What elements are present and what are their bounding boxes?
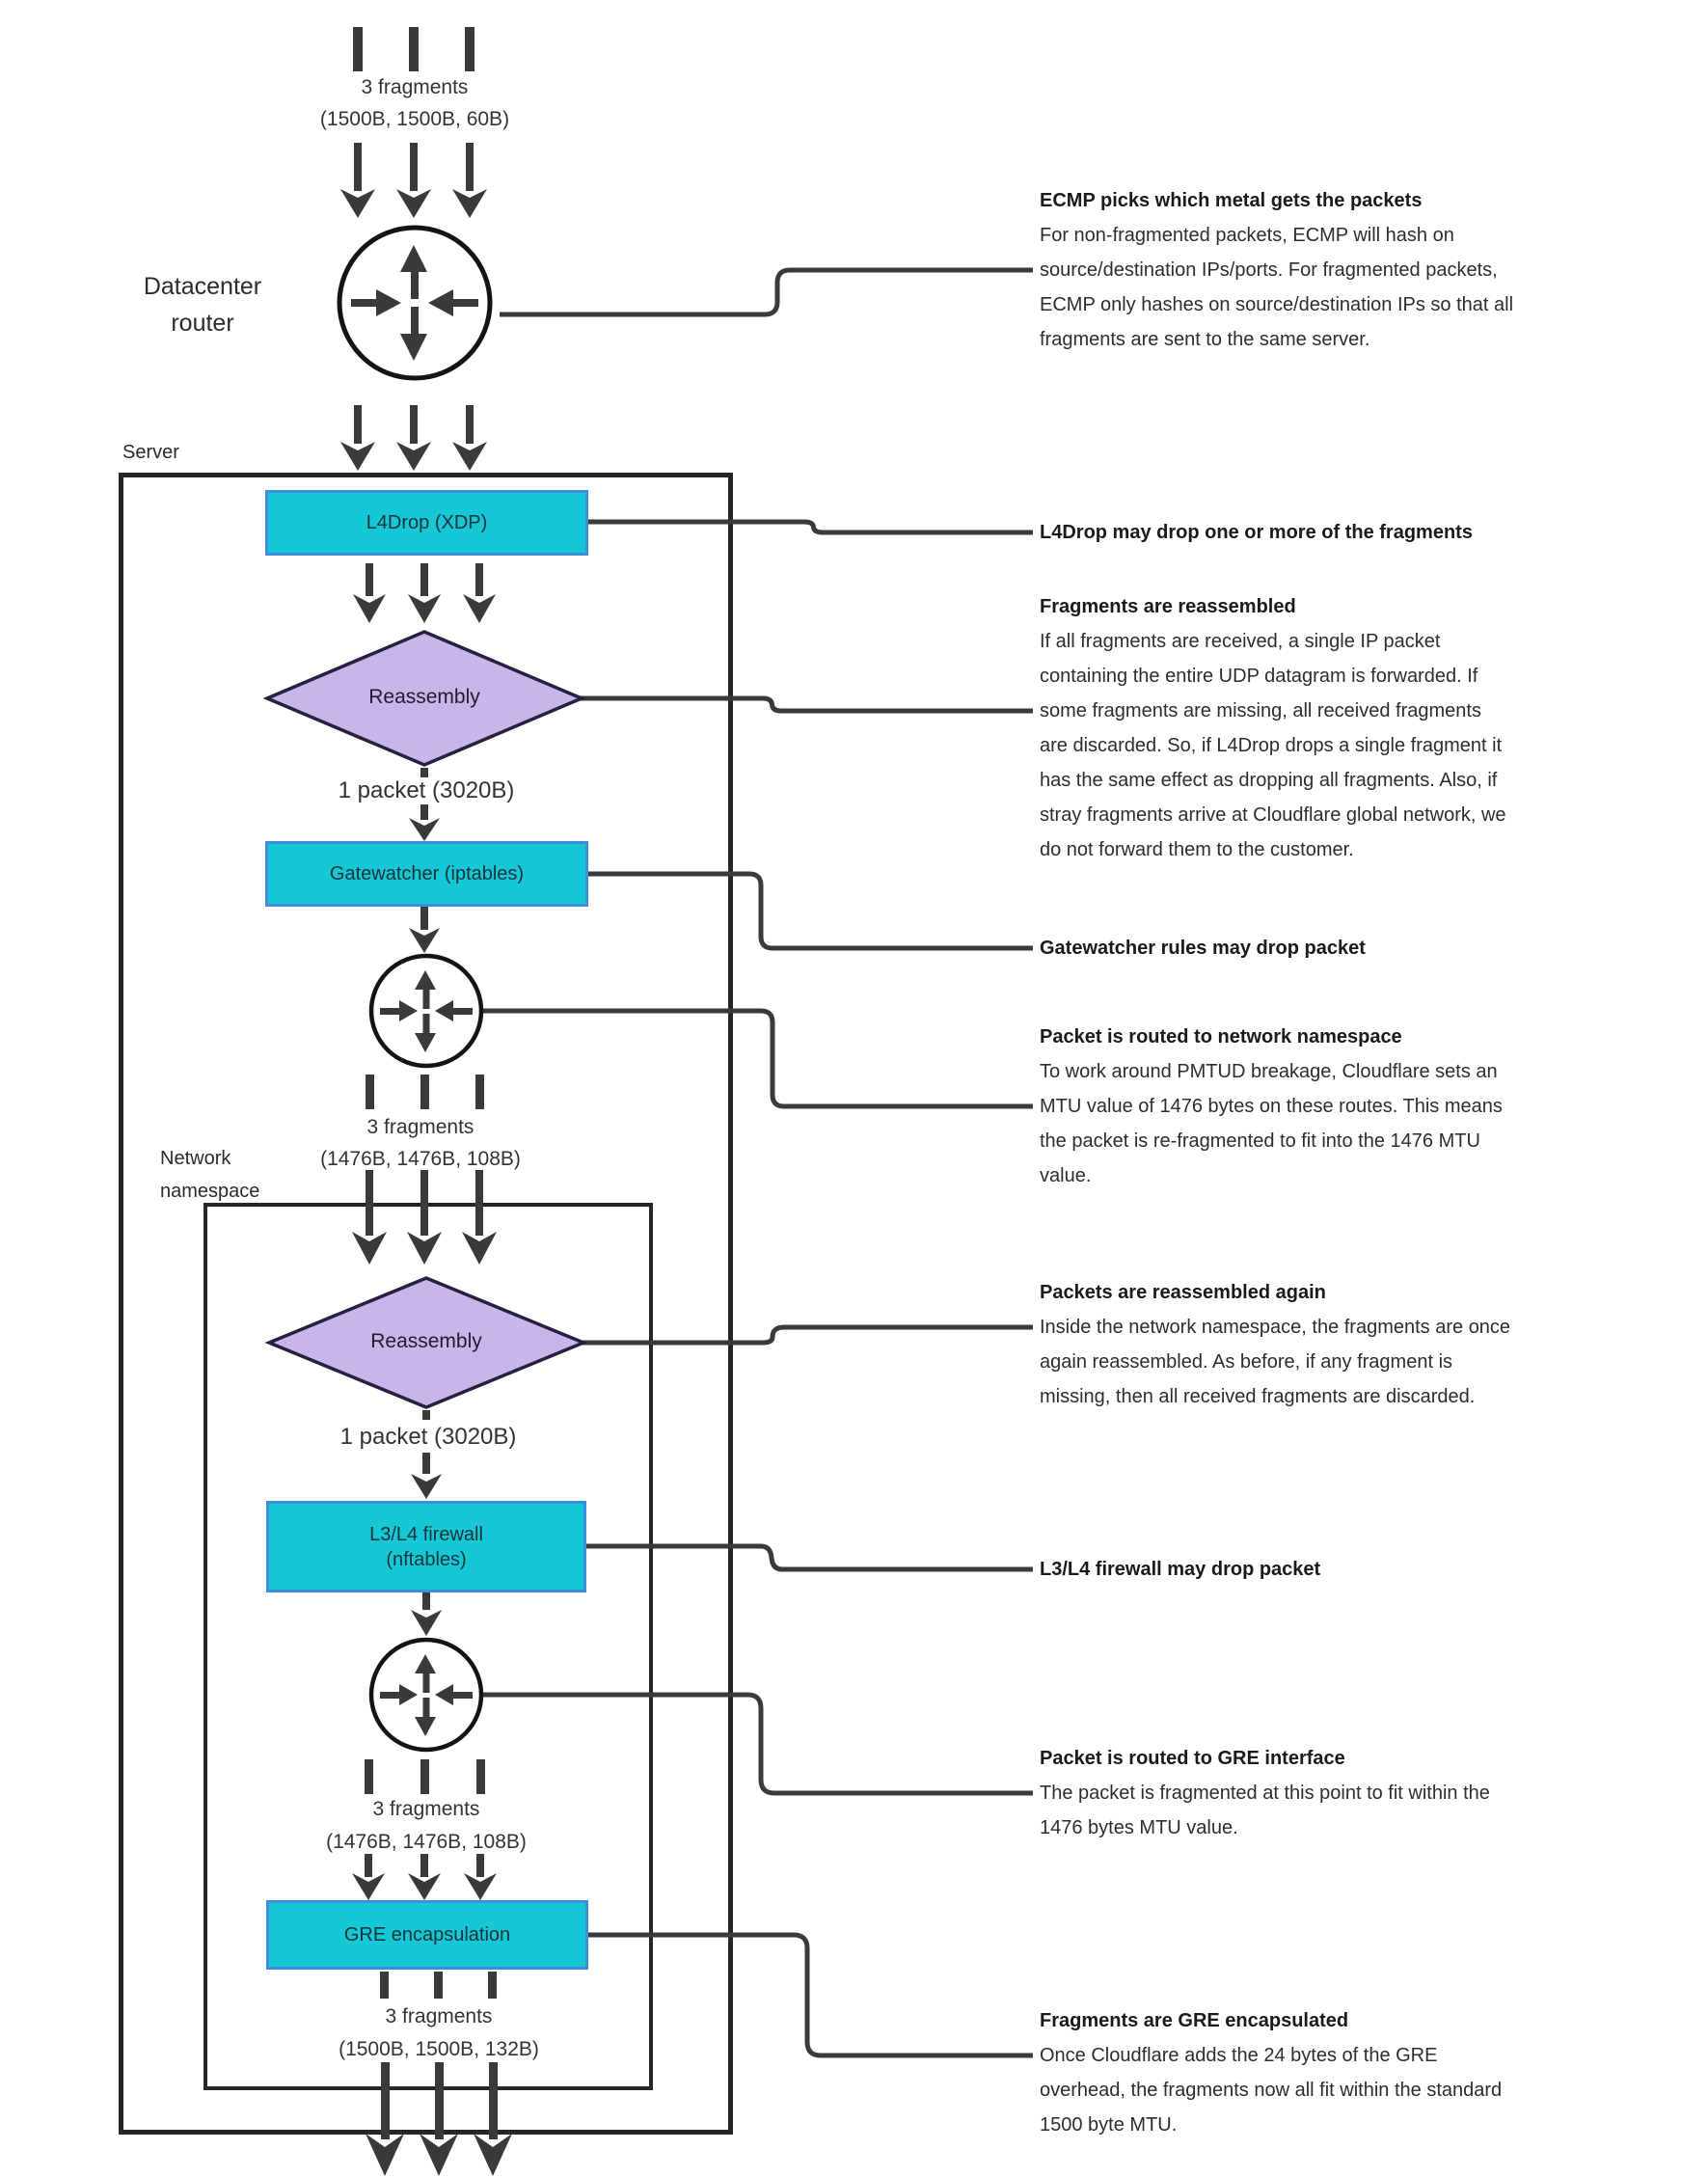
down-arrow-icon <box>409 804 440 841</box>
router-icon <box>371 956 481 1066</box>
packet-label-1: 1 packet (3020B) <box>338 777 515 803</box>
reassembly-label: Reassembly <box>368 686 480 708</box>
packet-dash-icon <box>420 768 428 777</box>
fragments-sizes: (1476B, 1476B, 108B) <box>326 1831 527 1853</box>
datacenter-router-label: Datacenter router <box>143 273 262 337</box>
fragments-sizes: (1500B, 1500B, 132B) <box>339 2038 539 2060</box>
connector-routed-ns <box>482 1011 1033 1106</box>
gre-label: GRE encapsulation <box>343 1924 511 1946</box>
fragments-count: 3 fragments <box>361 76 469 98</box>
connector-reassembled <box>579 698 1033 711</box>
l3l4-line1: L3/L4 firewall <box>369 1523 483 1545</box>
fragments-sizes: (1500B, 1500B, 60B) <box>319 108 510 130</box>
connector-gre-encap <box>585 1935 1033 2055</box>
reassembly-label: Reassembly <box>370 1330 482 1352</box>
annotation-gatewatcher: Gatewatcher rules may drop packet <box>1040 938 1366 959</box>
l4drop-label: L4Drop (XDP) <box>366 512 488 533</box>
annotation-routed-gre: Packet is routed to GRE interface The packet is fragmented at this point to fit within the 1476 bytes MTU value. <box>1040 1748 1490 1838</box>
connector-gatewatcher-note <box>585 874 1033 948</box>
down-arrow-icon <box>409 907 440 953</box>
annotation-ecmp: ECMP picks which metal gets the packets For non-fragmented packets, ECMP will hash on source/destination IPs/ports. For fragmented packets, ECMP only hashes on source/destination IPs so that all fragments are sent to the same server. <box>1040 190 1514 350</box>
annotation-routed-ns: Packet is routed to network namespace To work around PMTUD breakage, Cloudflare sets an MTU value of 1476 bytes on these routes. This means the packet is re-fragmented to fit into the 1476 MTU value. <box>1040 1026 1503 1186</box>
down-arrow-icon <box>352 1170 497 1265</box>
network-namespace-label: Network namespace <box>160 1148 260 1202</box>
packet-dash-icon <box>366 1075 484 1109</box>
top-fragments-label <box>241 71 588 135</box>
connector-ecmp <box>500 270 1033 314</box>
annotation-l4drop: L4Drop may drop one or more of the fragments <box>1040 522 1473 543</box>
down-arrow-icon <box>411 1453 442 1499</box>
down-arrow-icon <box>411 1592 442 1636</box>
router-icon <box>339 228 490 378</box>
packet-dash-icon <box>353 27 474 71</box>
fragments-count: 3 fragments <box>366 1116 474 1138</box>
down-arrow-icon <box>366 2062 512 2176</box>
down-arrow-icon <box>340 405 487 471</box>
packet-dash-icon <box>365 1759 485 1794</box>
bottom-fragments-label <box>265 2000 612 2066</box>
fragments-count: 3 fragments <box>385 2005 493 2027</box>
fragments-count: 3 fragments <box>372 1798 480 1820</box>
l3l4-line2: (nftables) <box>386 1548 467 1570</box>
gre-fragments-label <box>253 1793 600 1859</box>
gre-node <box>266 1900 588 1970</box>
gatewatcher-label: Gatewatcher (iptables) <box>329 863 525 884</box>
down-arrow-icon <box>353 563 496 623</box>
packet-label-2: 1 packet (3020B) <box>339 1424 517 1450</box>
router-icon <box>371 1640 481 1750</box>
annotation-gre-encap: Fragments are GRE encapsulated Once Cloudflare adds the 24 bytes of the GRE overhead, the fragments now all fit within the standard 1500 byte MTU. <box>1040 2010 1503 2136</box>
l4drop-node <box>265 490 588 556</box>
connector-routed-gre <box>480 1695 1033 1793</box>
annotation-l3l4: L3/L4 firewall may drop packet <box>1040 1559 1321 1580</box>
packet-dash-icon <box>380 1972 497 1999</box>
server-label: Server <box>122 442 179 463</box>
mid-fragments-label <box>247 1111 594 1175</box>
connector-l4drop-note <box>585 522 1033 532</box>
connector-reassembled-again <box>582 1327 1033 1343</box>
annotation-reassembled: Fragments are reassembled If all fragments are received, a single IP packet containing the entire UDP datagram is forwarded. If some fragments are missing, all received fragments are discarded. So, if L4Drop drops a single fragment it has the same effect as dropping all fragments. Also, if stray fragments arrive at Cloudflare global network, we do not forward them to the customer. <box>1040 596 1506 860</box>
annotation-reassembled-again: Packets are reassembled again Inside the network namespace, the fragments are once again reassembled. As before, if any fragment is missing, then all received fragments are discarded. <box>1040 1282 1511 1407</box>
gatewatcher-node <box>265 841 588 907</box>
down-arrow-icon <box>352 1854 497 1900</box>
packet-dash-icon <box>422 1410 430 1420</box>
connector-l3l4-note <box>583 1546 1033 1569</box>
l3l4-firewall-node <box>266 1501 586 1592</box>
down-arrow-icon <box>340 143 487 218</box>
fragments-sizes: (1476B, 1476B, 108B) <box>320 1148 521 1170</box>
